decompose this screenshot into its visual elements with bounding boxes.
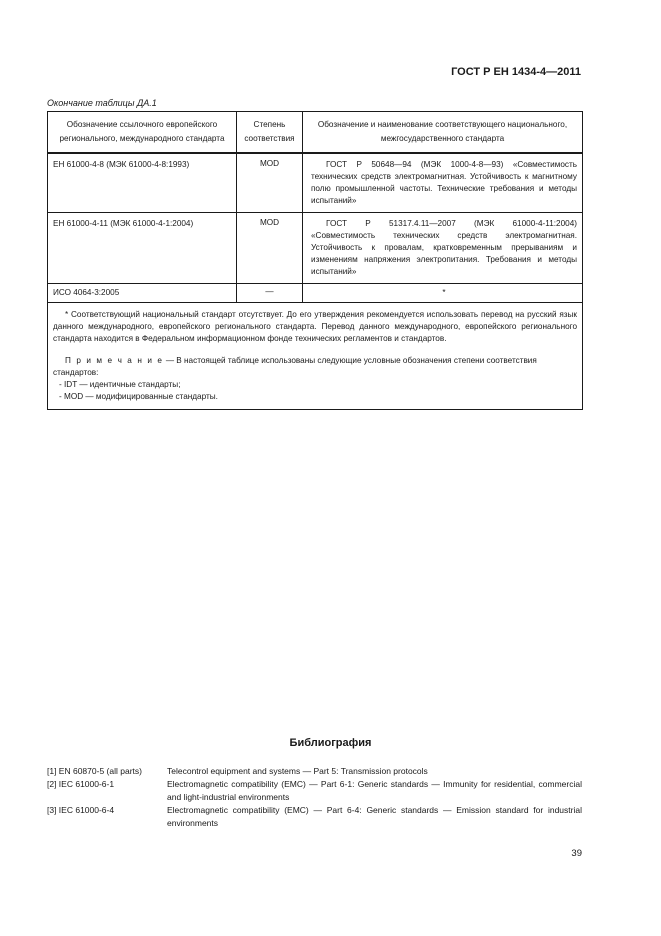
- cell-degree: MOD: [237, 153, 303, 213]
- table-header-row: [48, 112, 583, 154]
- bibliography-entry-number: [2] IEC 61000-6-1: [47, 779, 115, 789]
- bibliography-list: [47, 765, 582, 830]
- bibliography-entry: [47, 778, 582, 804]
- table-caption: Окончание таблицы ДА.1: [47, 98, 157, 108]
- cell-national: *: [303, 284, 583, 303]
- document-code: ГОСТ Р ЕН 1434-4—2011: [451, 66, 581, 78]
- table-row: [48, 284, 583, 303]
- bibliography-entry-text: Electromagnetic compatibility (EMC) — Part 6-4: Generic standards — Emission standard for industrial environments: [167, 805, 582, 828]
- cell-national: [303, 153, 583, 213]
- bibliography-entry-number: [3] IEC 61000-6-4: [47, 805, 115, 815]
- bibliography-entry-number: [1] EN 60870-5 (all parts): [47, 766, 142, 776]
- cell-reference: ИСО 4064-3:2005: [48, 284, 237, 303]
- note-item-mod: - MOD — модифицированные стандарты.: [59, 392, 218, 401]
- table-notes: [48, 303, 583, 410]
- table-row: [48, 213, 583, 284]
- cell-reference: ЕН 61000-4-11 (МЭК 61000-4-1:2004): [48, 213, 237, 284]
- page-number: 39: [571, 848, 582, 859]
- column-header-national: Обозначение и наименование соответствующего национального, межгосударственного стандарта: [303, 112, 583, 154]
- note: [53, 355, 577, 379]
- bibliography-title: Библиография: [289, 737, 372, 749]
- note-label: П р и м е ч а н и е: [65, 356, 164, 365]
- column-header-degree: Степень соответствия: [237, 112, 303, 154]
- bibliography-entry: [47, 804, 582, 830]
- table-row: [48, 153, 583, 213]
- cell-national: [303, 213, 583, 284]
- table-notes-row: [48, 303, 583, 410]
- note-text: — В настоящей таблице использованы следующие условные обозначения степени соответствия стандартов:: [53, 356, 537, 377]
- cell-degree: MOD: [237, 213, 303, 284]
- footnote: * Соответствующий национальный стандарт отсутствует. До его утверждения рекомендуется использовать перевод на русский язык данного международного, европейского регионального стандарта. Перевод данного международного, европейского регионального стандарта находится в Федеральном информационном фонде технических регламентов и стандартов.: [53, 310, 577, 343]
- national-standard-text: ГОСТ Р 51317.4.11—2007 (МЭК 61000-4-11:2004) «Совместимость технических средств электромагнитная. Устойчивость к провалам, кратковременным прерываниям и изменениям напряжения электропитания. Требования и методы испытаний»: [311, 219, 577, 276]
- standards-table: [47, 111, 583, 410]
- national-standard-text: ГОСТ Р 50648—94 (МЭК 1000-4-8—93) «Совместимость технических средств электромагнитная. Устойчивость к магнитному полю промышленной частоты. Технические требования и методы испытаний»: [311, 160, 577, 205]
- note-item-idt: - IDT — идентичные стандарты;: [59, 380, 181, 389]
- bibliography-entry-text: Telecontrol equipment and systems — Part 5: Transmission protocols: [167, 766, 428, 776]
- bibliography-entry-text: Electromagnetic compatibility (EMC) — Part 6-1: Generic standards — Immunity for residential, commercial and light-industrial environments: [167, 779, 582, 802]
- column-header-reference: Обозначение ссылочного европейского регионального, международного стандарта: [48, 112, 237, 154]
- cell-reference: ЕН 61000-4-8 (МЭК 61000-4-8:1993): [48, 153, 237, 213]
- bibliography-entry: [47, 765, 582, 778]
- cell-degree: —: [237, 284, 303, 303]
